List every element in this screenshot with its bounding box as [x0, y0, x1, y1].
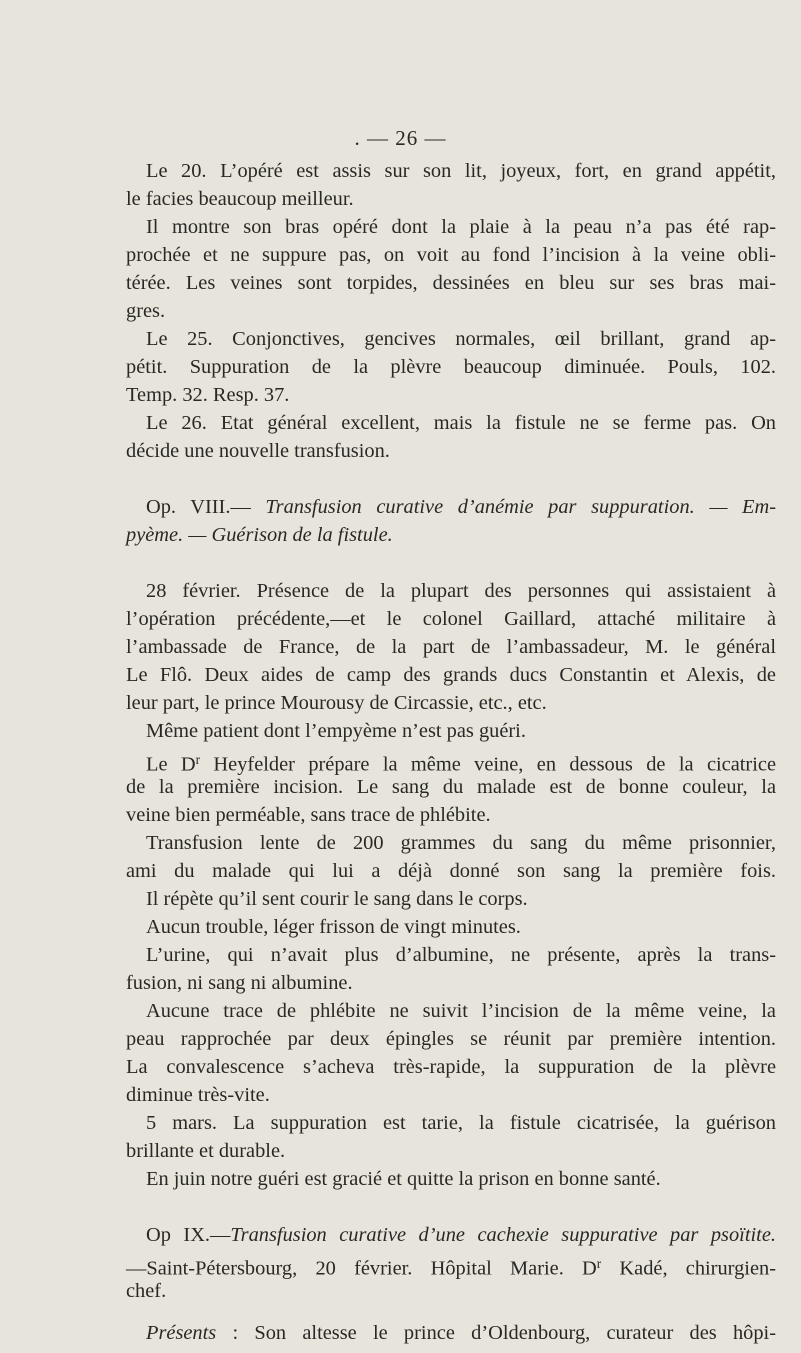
- text-line: En juin notre guéri est gracié et quitte la prison en bonne santé.: [146, 1168, 661, 1190]
- operation-heading: [146, 1222, 776, 1249]
- text-line: fusion, ni sang ni albumine.: [126, 972, 353, 994]
- operation-label: Op. VIII.—: [146, 496, 251, 518]
- operation-heading: [146, 494, 776, 521]
- text-line: Aucune trace de phlébite ne suivit l’incision de la même veine, la: [146, 1000, 776, 1022]
- text-line: Présents : Son altesse le prince d’Oldenbourg, curateur des hôpi-: [146, 1322, 776, 1344]
- text-line: leur part, le prince Mourousy de Circassie, etc., etc.: [126, 692, 547, 714]
- text-line: Temp. 32. Resp. 37.: [126, 384, 290, 406]
- text-line: de la première incision. Le sang du malade est de bonne couleur, la: [126, 776, 776, 798]
- text-line: Le 26. Etat général excellent, mais la fistule ne se ferme pas. On: [146, 412, 776, 434]
- page-number: . — 26 —: [354, 126, 447, 150]
- operation-label: Op IX.—: [146, 1224, 231, 1246]
- text-line: 28 février. Présence de la plupart des personnes qui assistaient à: [146, 580, 776, 602]
- text-line: Le Flô. Deux aides de camp des grands ducs Constantin et Alexis, de: [126, 664, 776, 686]
- text-line: Transfusion lente de 200 grammes du sang du même prisonnier,: [146, 832, 776, 854]
- text-line: Le 20. L’opéré est assis sur son lit, joyeux, fort, en grand appétit,: [146, 160, 776, 182]
- operation-title: Transfusion curative d’une cachexie suppurative par psoïtite.: [230, 1224, 776, 1246]
- text-line: décide une nouvelle transfusion.: [126, 440, 390, 462]
- text-line: ami du malade qui lui a déjà donné son sang la première fois.: [126, 860, 776, 882]
- text-line: l’ambassade de France, de la part de l’ambassadeur, M. le général: [126, 636, 776, 658]
- text-line: L’urine, qui n’avait plus d’albumine, ne présente, après la trans-: [146, 944, 776, 966]
- text-line: pétit. Suppuration de la plèvre beaucoup diminuée. Pouls, 102.: [126, 356, 776, 378]
- text-line: veine bien perméable, sans trace de phlébite.: [126, 804, 491, 826]
- operation-title: Transfusion curative d’anémie par suppuration. — Em-: [265, 496, 776, 518]
- text-line: gres.: [126, 300, 166, 322]
- operation-title-continued: pyème. — Guérison de la fistule.: [126, 524, 393, 546]
- text-line: 5 mars. La suppuration est tarie, la fistule cicatrisée, la guérison: [146, 1112, 776, 1134]
- text-line: l’opération précédente,—et le colonel Gaillard, attaché militaire à: [126, 608, 776, 630]
- text-line: Il répète qu’il sent courir le sang dans le corps.: [146, 888, 528, 910]
- text-line: peau rapprochée par deux épingles se réunit par première intention.: [126, 1028, 776, 1050]
- text-line: Aucun trouble, léger frisson de vingt minutes.: [146, 916, 521, 938]
- presents-label: Présents: [146, 1322, 217, 1344]
- text-line: La convalescence s’acheva très-rapide, la suppuration de la plèvre: [126, 1056, 776, 1078]
- text-line: diminue très-vite.: [126, 1084, 270, 1106]
- text-line: Même patient dont l’empyème n’est pas guéri.: [146, 720, 526, 742]
- text-line: chef.: [126, 1280, 167, 1302]
- text-line: Le $D^r$ Heyfelder prépare la même veine, en dessous de la cicatrice: [146, 752, 776, 776]
- text-line: Il montre son bras opéré dont la plaie à la peau n’a pas été rap-: [146, 216, 776, 238]
- text-line: brillante et durable.: [126, 1140, 286, 1162]
- text-line: —Saint-Pétersbourg, 20 février. Hôpital Marie. $D^r$ Kadé, chirurgien-: [126, 1256, 776, 1280]
- text-line: Le 25. Conjonctives, gencives normales, œil brillant, grand ap-: [146, 328, 776, 350]
- text-line: le facies beaucoup meilleur.: [126, 188, 354, 210]
- text-line: térée. Les veines sont torpides, dessinées en bleu sur ses bras mai-: [126, 272, 776, 294]
- text-line: prochée et ne suppure pas, on voit au fond l’incision à la veine obli-: [126, 244, 776, 266]
